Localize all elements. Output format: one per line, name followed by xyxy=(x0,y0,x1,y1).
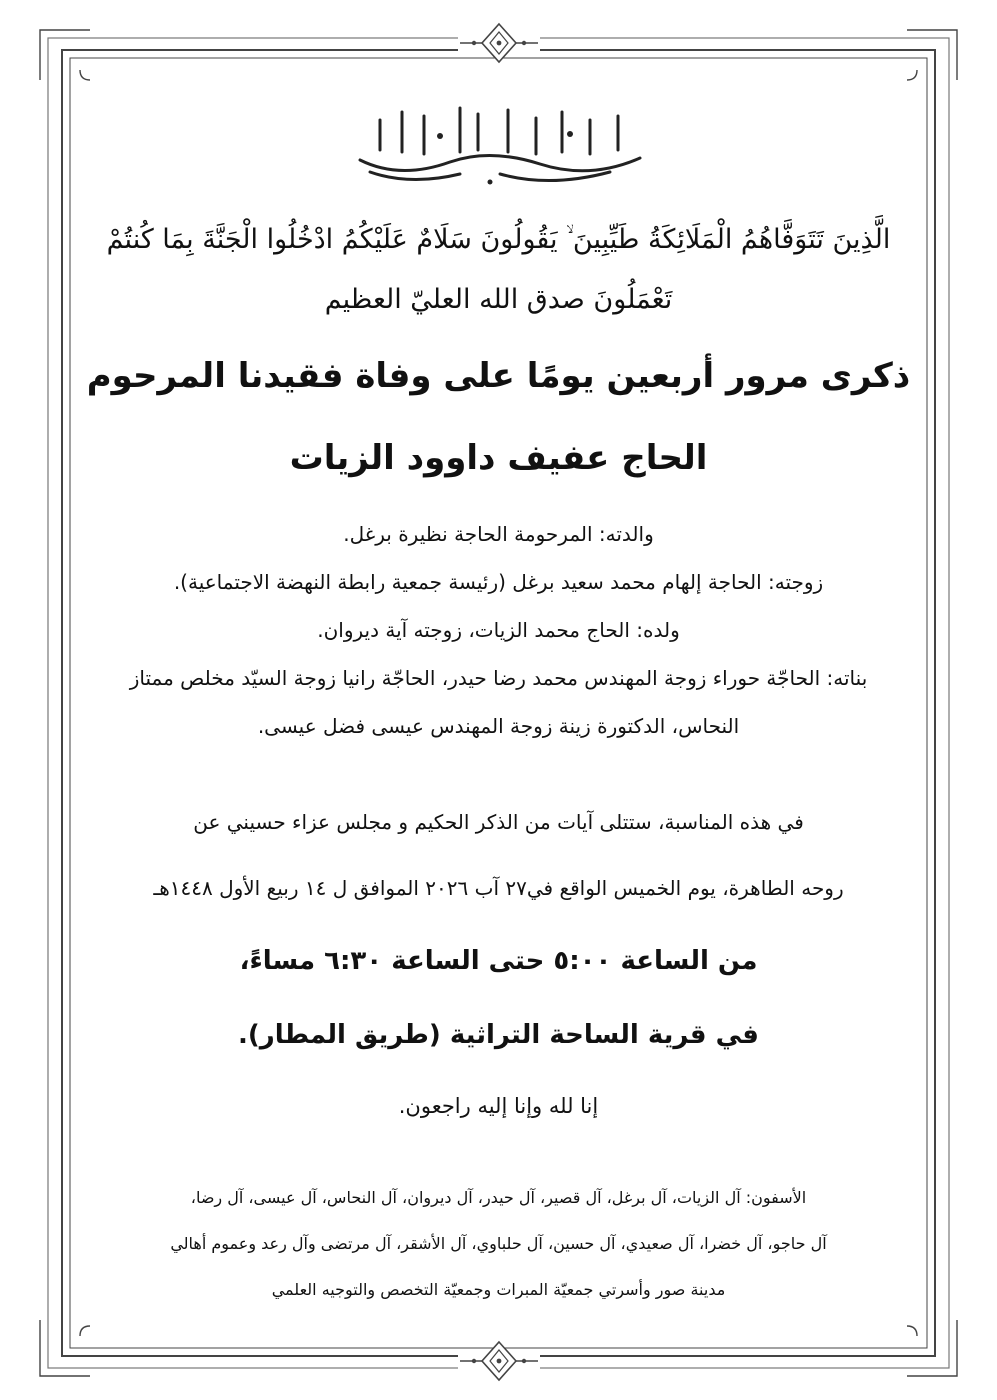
event-line-2: روحه الطاهرة، يوم الخميس الواقع في٢٧ آب ٢٠٢٦ الموافق ل ١٤ ربيع الأول ١٤٤٨هـ xyxy=(153,876,844,900)
closing-phrase: إنا لله وإنا إليه راجعون. xyxy=(398,1094,599,1118)
mourners-line-1: الأسفون: آل الزيات، آل برغل، آل قصير، آل حيدر، آل ديروان، آل النحاس، آل عيسى، آل رضا، xyxy=(190,1188,807,1207)
deceased-name: الحاج عفيف داوود الزيات xyxy=(289,438,708,478)
wife-line: زوجته: الحاجة إلهام محمد سعيد برغل (رئيسة جمعية رابطة النهضة الاجتماعية). xyxy=(173,570,824,594)
daughters-line-1: بناته: الحاجّة حوراء زوجة المهندس محمد رضا حيدر، الحاجّة رانيا زوجة السيّد مخلص ممتاز xyxy=(129,666,868,690)
son-line: ولده: الحاج محمد الزيات، زوجته آية ديروان. xyxy=(317,618,680,642)
quran-verse-line-2: تَعْمَلُونَ صدق الله العليّ العظيم xyxy=(324,284,673,315)
event-time: من الساعة ٥:٠٠ حتى الساعة ٦:٣٠ مساءً، xyxy=(239,946,758,976)
event-place: في قرية الساحة التراثية (طريق المطار). xyxy=(238,1020,759,1050)
mourners-line-3: مدينة صور وأسرتي جمعيّة المبرات وجمعيّة التخصص والتوجيه العلمي xyxy=(271,1280,726,1299)
mourners-line-2: آل حاجو، آل خضرا، آل صعيدي، آل حسين، آل حلباوي، آل الأشقر، آل مرتضى وآل رعد وعموم أهالي xyxy=(170,1234,827,1253)
quran-verse-line-1: الَّذِينَ تَتَوَفَّاهُمُ الْمَلَائِكَةُ طَيِّبِينَ ۙ يَقُولُونَ سَلَامٌ عَلَيْكُمُ ادْخُلُوا الْجَنَّةَ بِمَا كُنتُمْ xyxy=(106,224,891,255)
event-line-1: في هذه المناسبة، ستتلى آيات من الذكر الحكيم و مجلس عزاء حسيني عن xyxy=(193,810,804,834)
announcement-title: ذكرى مرور أربعين يومًا على وفاة فقيدنا المرحوم xyxy=(86,356,911,396)
mother-line: والدته: المرحومة الحاجة نظيرة برغل. xyxy=(343,522,654,546)
basmala-calligraphy-icon xyxy=(340,90,660,190)
daughters-line-2: النحاس، الدكتورة زينة زوجة المهندس عيسى فضل عيسى. xyxy=(257,714,740,738)
